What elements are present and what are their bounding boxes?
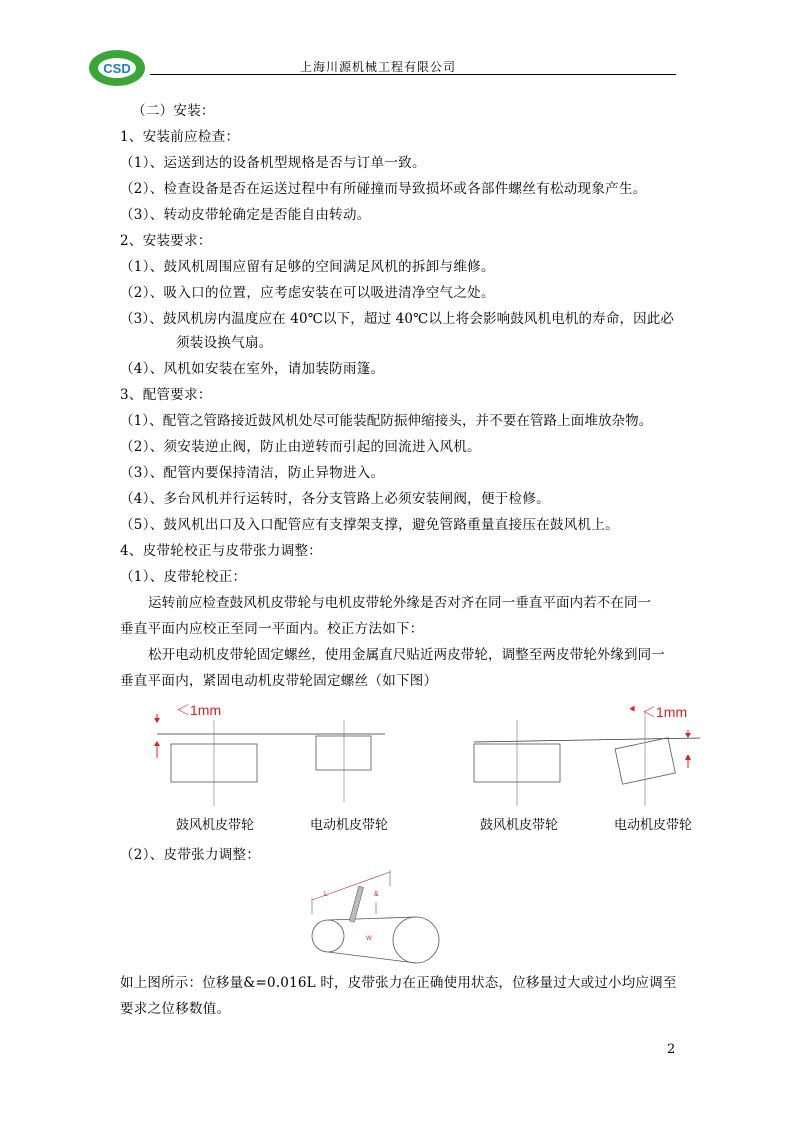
label-motor-pulley: 电动机皮带轮 — [310, 818, 389, 833]
header-rule — [150, 74, 676, 75]
conclusion-line: 如上图所示：位移量&=0.016L 时，皮带张力在正确使用状态，位移量过大或过小均应调至 — [120, 975, 677, 991]
label-blower-pulley: 鼓风机皮带轮 — [176, 818, 255, 833]
paragraph-line: （4）、风机如安装在室外，请加装防雨篷。 — [120, 361, 385, 377]
svg-text:＜1mm: ＜1mm — [176, 702, 222, 718]
heading-4: 4、皮带轮校正与皮带张力调整： — [120, 543, 323, 559]
paragraph-line: （2）、须安装逆止阀，防止由逆转而引起的回流进入风机。 — [120, 439, 481, 455]
paragraph-line: （2）、检查设备是否在运送过程中有所碰撞而导致损坏或各部件螺丝有松动现象产生。 — [120, 181, 647, 197]
belt-tension-diagram — [300, 866, 450, 966]
paragraph-line: （3）、鼓风机房内温度应在 40℃以下，超过 40℃以上将会影响鼓风机电机的寿命，因此必 — [120, 311, 675, 327]
heading-1: 1、安装前应检查： — [120, 129, 240, 145]
page-number: 2 — [667, 1042, 676, 1057]
heading-belt-tension: （2）、皮带张力调整： — [120, 847, 261, 863]
paragraph-line: （3）、配管内要保持清洁，防止异物进入。 — [120, 465, 385, 481]
paragraph-line: （5）、鼓风机出口及入口配管应有支撑架支撑，避免管路重量直接压在鼓风机上。 — [120, 517, 619, 533]
paragraph-line: （1）、鼓风机周围应留有足够的空间满足风机的拆卸与维修。 — [120, 259, 495, 275]
svg-text:W: W — [366, 936, 372, 942]
paragraph-line: 垂直平面内应校正至同一平面内。校正方法如下： — [120, 621, 424, 637]
svg-text:CSD: CSD — [103, 61, 131, 76]
svg-text:L: L — [324, 891, 328, 898]
paragraph-line: （4）、多台风机并行运转时，各分支管路上必须安装闸阀，便于检修。 — [120, 491, 550, 507]
paragraph-line: （3）、转动皮带轮确定是否能自由转动。 — [120, 207, 371, 223]
paragraph-line: （1）、皮带轮校正： — [120, 569, 247, 585]
label-motor-pulley: 电动机皮带轮 — [614, 818, 693, 833]
company-logo — [88, 49, 146, 87]
svg-text:&: & — [374, 891, 379, 898]
paragraph-line: （1）、配管之管路接近鼓风机处尽可能装配防振伸缩接头，并不要在管路上面堆放杂物。 — [120, 413, 653, 429]
heading-2: 2、安装要求： — [120, 233, 212, 249]
paragraph-line: （1）、运送到达的设备机型规格是否与订单一致。 — [120, 155, 426, 171]
paragraph-line: 松开电动机皮带轮固定螺丝，使用金属直尺贴近两皮带轮，调整至两皮带轮外缘到同一 — [148, 647, 665, 663]
paragraph-line: 须装设换气扇。 — [176, 335, 273, 351]
conclusion-line: 要求之位移数值。 — [120, 1001, 231, 1017]
paragraph-line: 运转前应检查鼓风机皮带轮与电机皮带轮外缘是否对齐在同一垂直平面内若不在同一 — [148, 595, 652, 611]
section-title: （二）安装： — [132, 103, 215, 119]
label-blower-pulley: 鼓风机皮带轮 — [480, 818, 559, 833]
company-name: 上海川源机械工程有限公司 — [300, 60, 457, 74]
paragraph-line: （2）、吸入口的位置，应考虑安装在可以吸进清净空气之处。 — [120, 285, 495, 301]
paragraph-line: 垂直平面内，紧固电动机皮带轮固定螺丝（如下图） — [120, 673, 438, 689]
svg-text:＜1mm: ＜1mm — [642, 704, 688, 720]
heading-3: 3、配管要求： — [120, 387, 212, 403]
pulley-alignment-diagram — [140, 698, 700, 810]
